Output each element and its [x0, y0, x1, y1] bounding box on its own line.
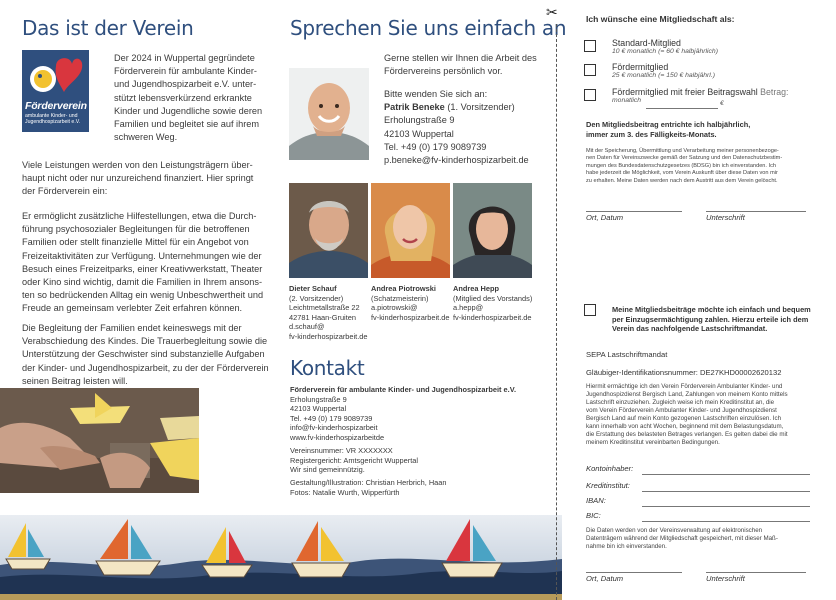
- person-card-dieter: Dieter Schauf (2. Vorsitzender) Leichtmetallstraße 22 42781 Haan-Gruiten d.schauf@ fv-kinderhospizarbeit.de: [289, 284, 368, 341]
- option-free-amount: Fördermitglied mit freier Beitragswahl Betrag: monatlich: [612, 87, 789, 104]
- left-title: Das ist der Verein: [22, 16, 194, 40]
- left-paragraph-2: Er ermöglicht zusätzliche Hilfestellungen, etwa die Durch- führung psychosozialer Begleitungen für die betroffenen Familien oder stellt finanzielle Mittel für ein Angebot von Freizeitaktivitäten zur Verfügung. Unternehmungen wie der Besuch eines Freizeitparks, einer Kreativwerkstatt, Theater oder Kino sind wichtig, damit die Familien in Ihrem ansons- ten so bedrückenden Alltag ein wenig Unbeschwertheit und Freude an gemeinsam verlebter Zeit erfahren können.: [22, 211, 264, 314]
- logo-subtitle: ambulante Kinder- und Jugendhospizarbeit e.V.: [25, 113, 81, 125]
- heart-logo-icon: [26, 54, 84, 98]
- left-paragraph-1: Viele Leistungen werden von den Leistungsträgern über- haupt nicht oder nur unzureichend finanziert. Hier springt der Förderverein ein:: [22, 160, 254, 197]
- direct-debit-text: Meine Mitgliedsbeiträge möchte ich einfach und bequem per Einzugsermächtigung zahlen. Hierzu erteile ich dem Verein das nachfolgende Lastschriftmandat.: [612, 305, 811, 334]
- kontakt-title: Kontakt: [290, 356, 365, 380]
- iban-label: IBAN:: [586, 496, 606, 505]
- left-intro: Der 2024 in Wuppertal gegründete Förderverein für ambulante Kinder- und Jugendhospizarbeit e.V. unter- stützt lebensverkürzend erkrankte Kinder und Jugendliche sowie deren Familien und begleitet sie auf ihrem schweren Weg.: [114, 53, 263, 143]
- direct-debit-checkbox[interactable]: [584, 304, 596, 316]
- creditor-id: Gläubiger-Identifikationsnummer: DE27KHD00002620132: [586, 368, 782, 377]
- place-date-field-2[interactable]: [586, 572, 682, 573]
- bic-label: BIC:: [586, 511, 601, 520]
- amount-input[interactable]: [646, 108, 718, 109]
- kontakt-website[interactable]: www.fv-kinderhospizarbeitde: [290, 432, 385, 442]
- account-holder-label: Kontoinhaber:: [586, 464, 634, 473]
- signature-label: Unterschrift: [706, 213, 745, 222]
- signature-field-2[interactable]: [706, 572, 806, 573]
- andrea-hepp-photo: [453, 183, 532, 278]
- kontakt-address: Förderverein für ambulante Kinder- und Jugendhospizarbeit e.V. Erholungstraße 9 42103 Wuppertal Tel. +49 (0) 179 9089739 info@fv-kinderhospizarbeit www.fv-kinderhospizarbeitde: [290, 385, 540, 443]
- supporting-member-checkbox[interactable]: [584, 64, 596, 76]
- place-date-field[interactable]: [586, 211, 682, 212]
- account-holder-field[interactable]: [642, 474, 810, 475]
- register-info: Vereinsnummer: VR XXXXXXX Registergericht: Amtsgericht Wuppertal Wir sind gemeinnützig.: [290, 446, 419, 475]
- signature-field[interactable]: [706, 211, 806, 212]
- credits: Gestaltung/Illustration: Christian Herbrich, Haan Fotos: Natalie Wurth, Wipperfürth: [290, 478, 447, 497]
- middle-intro: Gerne stellen wir Ihnen die Arbeit des Fördervereins persönlich vor.: [384, 53, 537, 77]
- sepa-title: SEPA Lastschriftmandat: [586, 350, 668, 359]
- scissors-icon: ✂: [546, 4, 558, 20]
- privacy-text: Mit der Speicherung, Übermittlung und Verarbeitung meiner personenbezoge- nen Daten für Vereinszwecke gemäß der Satzung und den Datenschutzbestim- mungen des Bundesdatenschutzgesetzes (BDSG) bin ich einverstanden. Ich habe jederzeit die Möglichkeit, vom Verein Auskunft über diese Daten von mir zu erhalten. Meine Daten werden nach dem Austritt aus dem Verein gelöscht.: [586, 148, 783, 184]
- contact-person-block: Bitte wenden Sie sich an: Patrik Beneke (1. Vorsitzender) Erholungstraße 9 42103 Wuppertal Tel. +49 (0) 179 9089739 p.beneke@fv-kinderhospizarbeit.de: [384, 88, 559, 167]
- place-date-label-2: Ort, Datum: [586, 574, 624, 583]
- signature-label-2: Unterschrift: [706, 574, 745, 583]
- logo-name: Förderverein: [25, 100, 87, 112]
- contact-role: (1. Vorsitzender): [444, 102, 515, 113]
- middle-title: Sprechen Sie uns einfach an: [290, 16, 567, 40]
- storage-consent-text: Die Daten werden von der Vereinsverwaltung auf elektronischen Datenträgern während der Mitgliedschaft gespeichert, mit dieser Maß- nahme bin ich einverstanden.: [586, 527, 778, 550]
- option-standard: Standard-Mitglied 10 € monatlich (= 60 € halbjährlich): [612, 38, 718, 55]
- payment-note: Den Mitgliedsbeitrag entrichte ich halbjährlich, immer zum 3. des Fälligkeits-Monats.: [586, 120, 751, 139]
- cut-line: [556, 24, 557, 600]
- standard-member-checkbox[interactable]: [584, 40, 596, 52]
- bank-label: Kreditinstitut:: [586, 481, 630, 490]
- sepa-mandate-text: Hiermit ermächtige ich den Verein Förderverein Ambulanter Kinder- und Jugendhospizdienst Bergisch Land, Zahlungen von meinem Konto mittels Lastschrift einzuziehen. Zugleich weise ich mein Kreditinstitut an, die vom Verein Förderverein Ambulanter Kinder- und Jugendhospizdienst Bergisch Land auf mein Konto gezogenen Lastschriften einzulösen. Ich kann innerhalb von acht Wochen, beginnend mit dem Belastungsdatum, die Erstattung des belasteten Betrages verlangen. Es gelten dabei die mit meinem Kreditinstitut vereinbarten Bedingungen.: [586, 383, 788, 446]
- form-heading: Ich wünsche eine Mitgliedschaft als:: [586, 14, 735, 24]
- iban-field[interactable]: [642, 506, 810, 507]
- contact-name: Patrik Beneke: [384, 102, 445, 113]
- free-amount-checkbox[interactable]: [584, 89, 596, 101]
- place-date-label: Ort, Datum: [586, 213, 624, 222]
- bank-field[interactable]: [642, 491, 810, 492]
- kontakt-email[interactable]: info@fv-kinderhospizarbeit: [290, 423, 378, 433]
- left-paragraph-3: Die Begleitung der Familien endet keineswegs mit der Verabschiedung des Kindes. Die Trauerbegleitung sowie die Unterstützung der Geschwister sind substanzielle Aufgaben der Kinder- und Jugendhospizarbeit, zu der der Förderverein seinen Beitrag leisten will.: [22, 323, 269, 386]
- foerderverein-logo: [22, 50, 89, 132]
- option-supporting: Fördermitglied 25 € monatlich (= 150 € halbjährl.): [612, 62, 715, 79]
- bic-field[interactable]: [642, 521, 810, 522]
- patrik-beneke-photo: [289, 68, 369, 160]
- andrea-piotrowski-photo: [371, 183, 450, 278]
- dieter-schauf-photo: [289, 183, 368, 278]
- currency-label: €: [720, 100, 724, 107]
- person-card-andrea-piotrowski: Andrea Piotrowski (Schatzmeisterin) a.piotrowski@ fv-kinderhospizarbeit.de: [371, 284, 450, 322]
- contact-email[interactable]: p.beneke@fv-kinderhospizarbeit.de: [384, 155, 529, 166]
- paper-boats-photo: [0, 388, 199, 493]
- sailboats-illustration: [0, 515, 562, 600]
- person-card-andrea-hepp: Andrea Hepp (Mitglied des Vorstands) a.hepp@ fv-kinderhospizarbeit.de: [453, 284, 533, 322]
- contact-lead: Bitte wenden Sie sich an:: [384, 89, 488, 99]
